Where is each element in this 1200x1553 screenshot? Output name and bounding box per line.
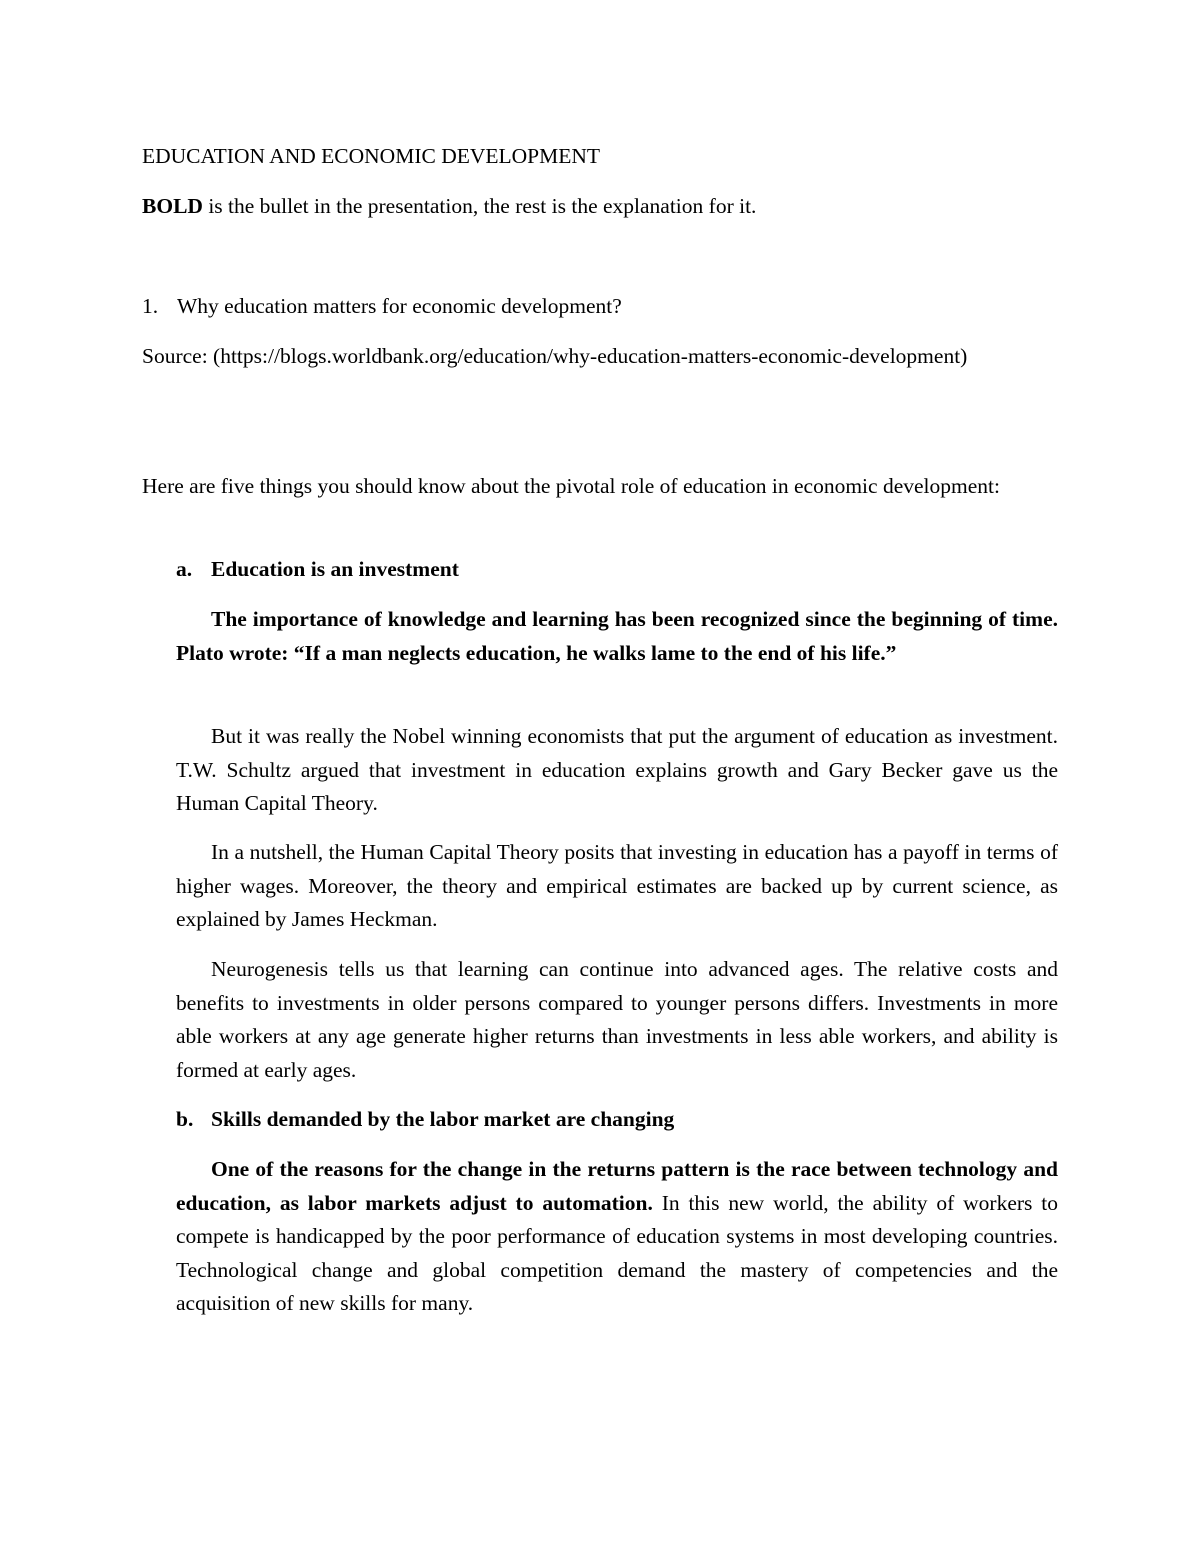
section-number: 1. (142, 294, 159, 318)
bold-note (142, 190, 1062, 224)
item-a-letter: a. (176, 557, 193, 581)
item-a-paragraph-1: But it was really the Nobel winning economists that put the argument of education as investment. T.W. Schultz argued that investment in education explains growth and Gary Becker gave us the Human Capital Theory. (176, 724, 1058, 815)
item-b-paragraph (176, 1153, 1058, 1321)
bold-note-keyword: BOLD (142, 194, 203, 218)
item-b-heading: Skills demanded by the labor market are changing (211, 1107, 675, 1131)
bold-note-rest: is the bullet in the presentation, the rest is the explanation for it. (202, 194, 757, 218)
item-a-heading: Education is an investment (211, 557, 459, 581)
intro-paragraph: Here are five things you should know about the pivotal role of education in economic development: (142, 474, 1000, 498)
item-a-paragraph-3: Neurogenesis tells us that learning can continue into advanced ages. The relative costs and benefits to investments in older persons compared to younger persons differs. Investments in more able workers at any age generate higher returns than investments in less able workers, and ability is formed at early ages. (176, 957, 1058, 1082)
section-heading: Why education matters for economic development? (177, 294, 622, 318)
document-title: EDUCATION AND ECONOMIC DEVELOPMENT (142, 144, 601, 168)
item-b-rest: In this new world, the ability of workers to compete is handicapped by the poor performance of education systems in most developing countries. Technological change and global competition demand the mastery of competencies and the acquisition of new skills for many. (176, 1190, 1058, 1315)
item-a-paragraph-2: In a nutshell, the Human Capital Theory posits that investing in education has a payoff in terms of higher wages. Moreover, the theory and empirical estimates are backed up by current science, as explained by James Heckman. (176, 840, 1058, 931)
source-line: Source: (https://blogs.worldbank.org/education/why-education-matters-economic-development) (142, 344, 968, 368)
item-a-bold-paragraph: The importance of knowledge and learning has been recognized since the beginning of time. Plato wrote: “If a man neglects education, he walks lame to the end of his life.” (176, 607, 1058, 665)
item-b-letter: b. (176, 1107, 194, 1131)
item-b-bold-lead: One of the reasons for the change in the returns pattern is the race between technology and education, as labor markets adjust to automation. (176, 1157, 1058, 1215)
